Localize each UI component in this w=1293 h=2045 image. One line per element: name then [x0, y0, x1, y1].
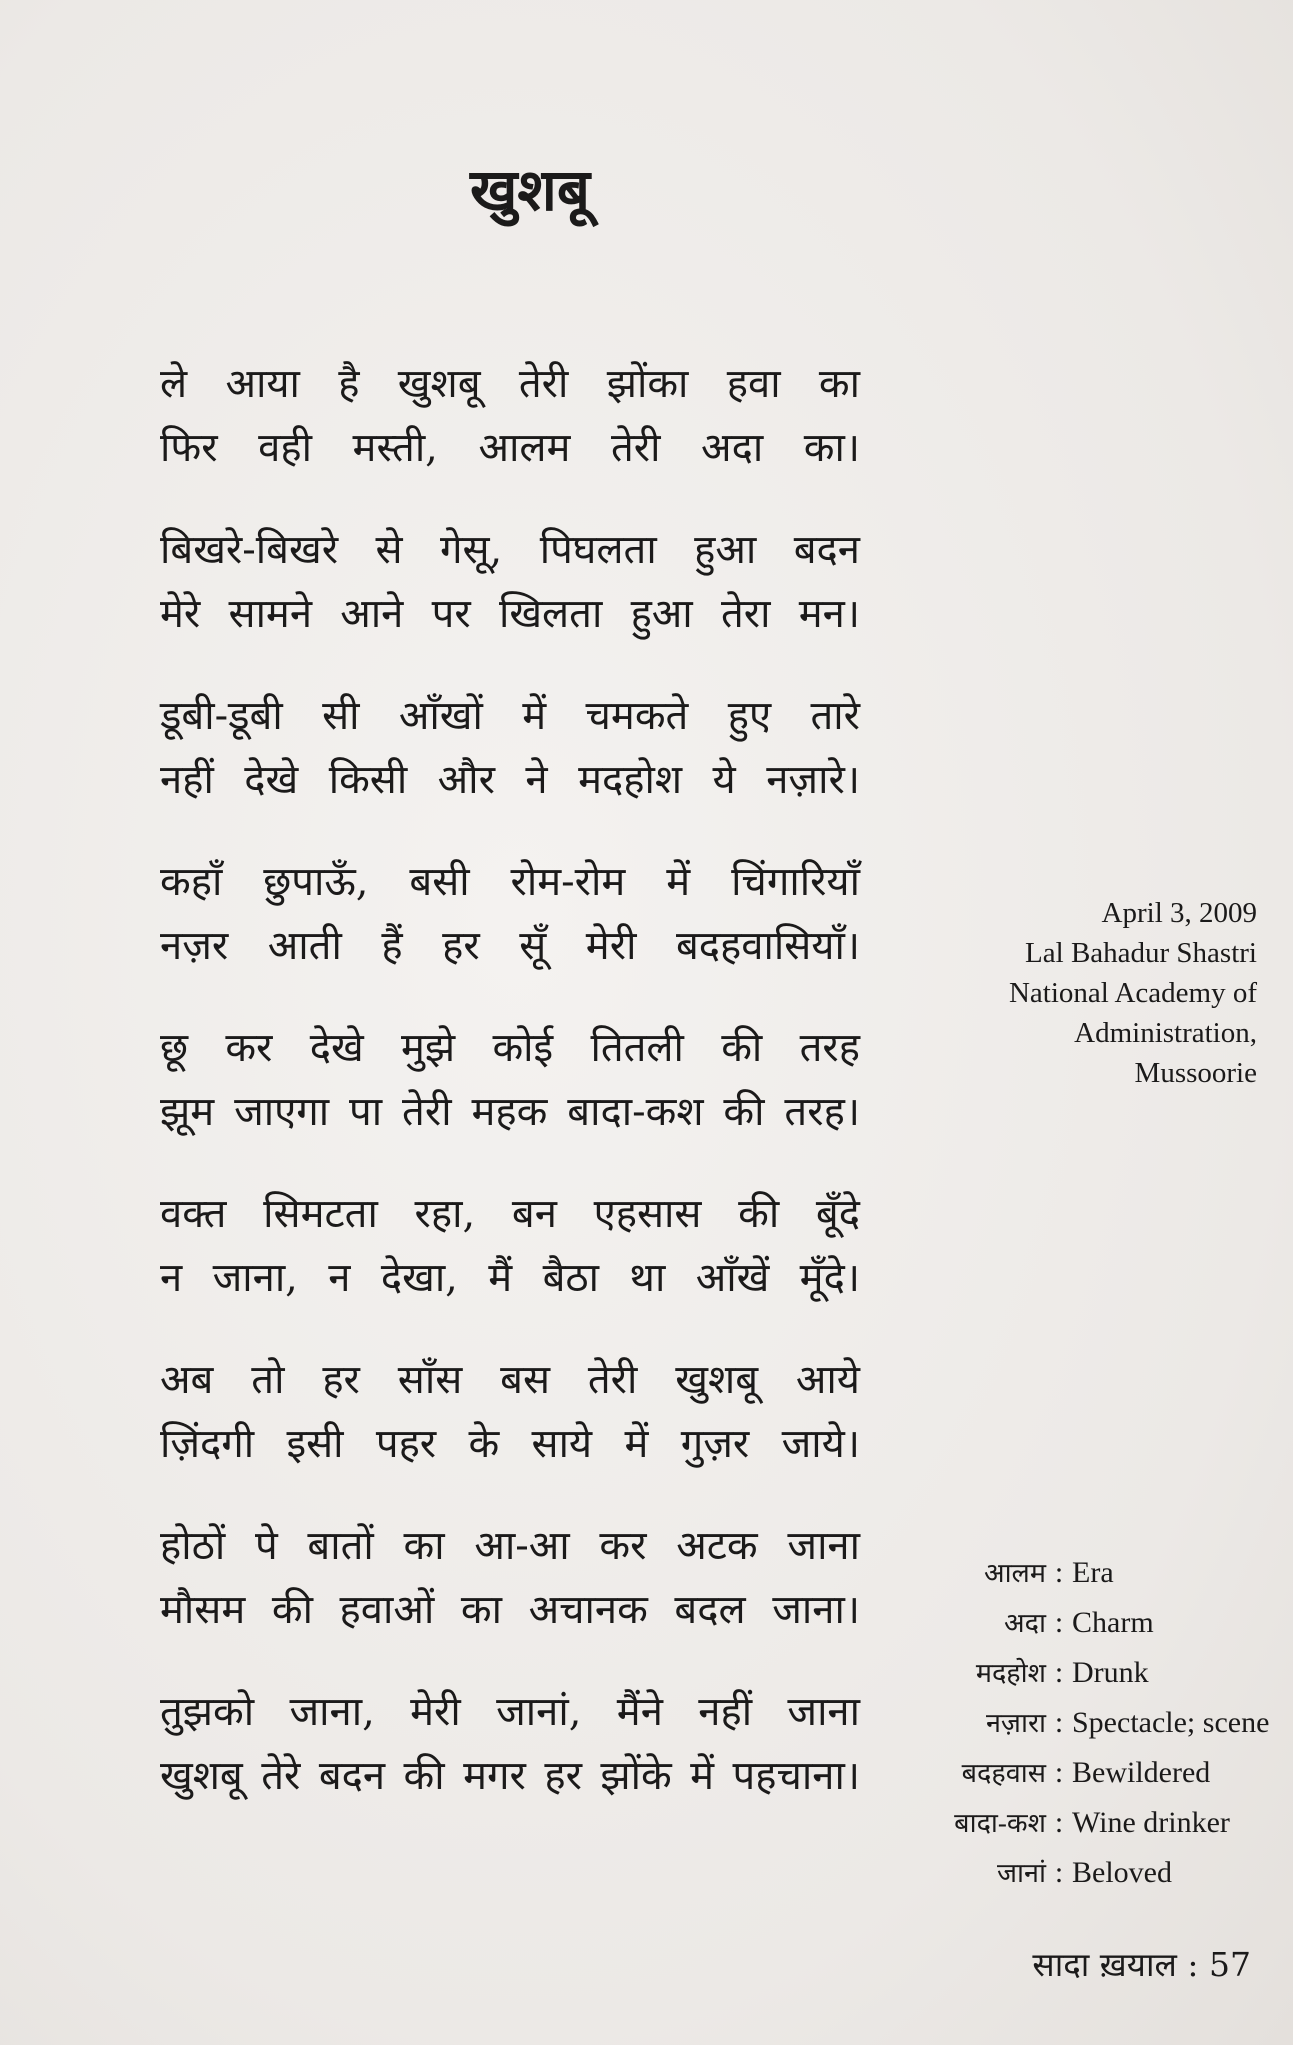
stanza	[160, 518, 860, 684]
glossary-entry	[860, 1798, 1260, 1848]
stanza	[160, 850, 860, 1016]
glossary-word: मदहोश	[975, 1658, 1046, 1688]
poem-line: नज़र आती हैं हर सूँ मेरी बदहवासियाँ।	[160, 923, 860, 969]
glossary-word: बादा-कश	[954, 1808, 1046, 1838]
page-number: 57	[1209, 1945, 1251, 1984]
glossary-word: जानां	[996, 1858, 1046, 1888]
glossary-separator: :	[1054, 1806, 1064, 1839]
stanza	[160, 1016, 860, 1182]
stanza	[160, 684, 860, 850]
poem-line: कहाँ छुपाऊँ, बसी रोम-रोम में चिंगारियाँ	[160, 859, 860, 905]
poem-line: नहीं देखे किसी और ने मदहोश ये नज़ारे।	[160, 757, 860, 803]
poem-line: झूम जाएगा पा तेरी महक बादा-कश की तरह।	[160, 1089, 860, 1135]
poem-title: खुशबू	[469, 156, 590, 224]
stanza	[160, 1182, 860, 1348]
stanza	[160, 1348, 860, 1514]
footer-separator: :	[1187, 1945, 1199, 1984]
poem-line: ज़िंदगी इसी पहर के साये में गुज़र जाये।	[160, 1421, 860, 1467]
glossary-separator: :	[1054, 1706, 1064, 1739]
glossary-entry	[860, 1848, 1260, 1898]
glossary	[860, 1548, 1270, 1898]
glossary-separator: :	[1054, 1756, 1064, 1789]
stanza	[160, 1514, 860, 1680]
glossary-separator: :	[1054, 1856, 1064, 1889]
glossary-meaning: Spectacle; scene	[1072, 1706, 1270, 1739]
poem-line: खुशबू तेरे बदन की मगर हर झोंके में पहचाना।	[160, 1753, 860, 1799]
poem-line: मेरे सामने आने पर खिलता हुआ तेरा मन।	[160, 591, 860, 637]
poem-line: डूबी-डूबी सी आँखों में चमकते हुए तारे	[160, 693, 860, 739]
poem-line: वक्त सिमटता रहा, बन एहसास की बूँदे	[160, 1191, 860, 1237]
poem-line: छू कर देखे मुझे कोई तितली की तरह	[160, 1025, 860, 1071]
glossary-word: नज़ारा	[985, 1708, 1046, 1738]
poem-line: तुझको जाना, मेरी जानां, मैंने नहीं जाना	[160, 1689, 860, 1735]
book-title: सादा ख़याल	[1032, 1945, 1177, 1984]
signature-place-line: National Academy of	[1008, 977, 1257, 1009]
signature-place-line: Administration,	[1074, 1017, 1257, 1049]
poem-line: ले आया है खुशबू तेरी झोंका हवा का	[160, 361, 860, 407]
glossary-meaning: Wine drinker	[1072, 1806, 1230, 1839]
signature-block	[917, 893, 1257, 1093]
glossary-meaning: Drunk	[1072, 1656, 1149, 1689]
glossary-meaning: Charm	[1072, 1606, 1154, 1639]
page-footer	[1032, 1940, 1251, 1990]
glossary-meaning: Bewildered	[1072, 1756, 1211, 1789]
glossary-separator: :	[1054, 1556, 1064, 1589]
glossary-entry	[860, 1598, 1260, 1648]
glossary-separator: :	[1054, 1656, 1064, 1689]
glossary-entry	[860, 1548, 1260, 1598]
stanza	[160, 1680, 860, 1846]
signature-place-line: Lal Bahadur Shastri	[1025, 937, 1257, 969]
stanza	[160, 352, 860, 518]
poem-line: अब तो हर साँस बस तेरी खुशबू आये	[160, 1357, 860, 1403]
glossary-word: अदा	[1004, 1608, 1046, 1638]
glossary-word: बदहवास	[961, 1758, 1046, 1788]
signature-place-line: Mussoorie	[1134, 1057, 1257, 1089]
poem-line: होठों पे बातों का आ-आ कर अटक जाना	[160, 1523, 860, 1569]
glossary-word: आलम	[983, 1558, 1046, 1588]
poem-line: बिखरे-बिखरे से गेसू, पिघलता हुआ बदन	[160, 527, 860, 573]
glossary-entry	[860, 1698, 1270, 1748]
glossary-separator: :	[1054, 1606, 1064, 1639]
poem-body	[160, 352, 860, 1846]
signature-date: April 3, 2009	[1101, 897, 1257, 929]
glossary-meaning: Beloved	[1072, 1856, 1172, 1889]
glossary-entry	[860, 1648, 1260, 1698]
glossary-meaning: Era	[1072, 1556, 1114, 1589]
poem-line: फिर वही मस्ती, आलम तेरी अदा का।	[160, 425, 860, 471]
glossary-entry	[860, 1748, 1260, 1798]
poem-line: न जाना, न देखा, मैं बैठा था आँखें मूँदे।	[160, 1255, 860, 1301]
poem-line: मौसम की हवाओं का अचानक बदल जाना।	[160, 1587, 860, 1633]
